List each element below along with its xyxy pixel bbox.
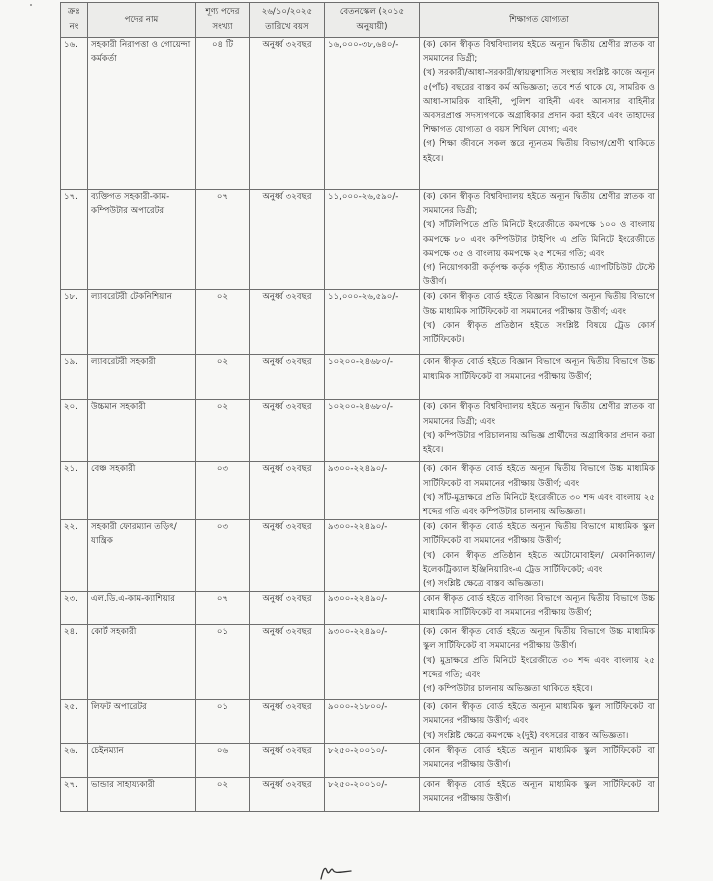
qualification xyxy=(420,290,659,355)
qualification-clause: (ক) কোন স্বীকৃত বোর্ড হইতে অন্যূন দ্বিতীয় বিভাগে উচ্চ মাধ্যমিক স্কুল সার্টিফিকেট বা সমমানের পরীক্ষায় উত্তীর্ণ। xyxy=(423,627,655,652)
vacancy-count: ০৬ xyxy=(196,743,250,777)
vacancy-count: ০১ xyxy=(196,625,250,700)
post-name: এল.ডি.এ-কাম-ক্যাশিয়ার xyxy=(88,592,196,625)
qualification xyxy=(420,777,659,811)
post-name: ব্যক্তিগত সহকারী-কাম-কম্পিউটার অপারেটর xyxy=(88,190,196,290)
post-name: ল্যাবরেটরী সহকারী xyxy=(88,355,196,400)
age-limit: অনুর্ধ্ব ৩২বছর xyxy=(250,38,325,190)
serial-number: ১৬. xyxy=(61,38,88,190)
qualification-clause: (খ) সরকারী/আধা-সরকারী/স্বায়ত্বশাসিত সংস্থায় সংশ্লিষ্ট কাজে অন্যূন ৫(পাঁচ) বছরের বাস্তব কর্ম অভিজ্ঞতা; তবে শর্ত থাকে যে, সামরিক ও আধা-সামরিক বাহিনী, পুলিশ বাহিনী এবং আনসার বাহিনীর অবসরপ্রাপ্ত সদস্যগণকে অগ্রাধিকার প্রদান করা হইবে এবং তাহাদের শিক্ষাগত যোগ্যতা ও বয়স শিথিল যোগ্য; এবং xyxy=(423,68,655,136)
pay-scale: ৯৩০০-২২৪৯০/- xyxy=(325,520,420,592)
vacancy-count: ০৩ xyxy=(196,462,250,520)
post-name: ল্যাবরেটরী টেকনিশিয়ান xyxy=(88,290,196,355)
vacancy-count: ০৭ xyxy=(196,190,250,290)
vacancy-count: ০৭ xyxy=(196,592,250,625)
qualification xyxy=(420,400,659,462)
serial-number: ২৪. xyxy=(61,625,88,700)
post-name: বেঞ্চ সহকারী xyxy=(88,462,196,520)
age-limit: অনুর্ধ্ব ৩২বছর xyxy=(250,190,325,290)
serial-number: ২৫. xyxy=(61,700,88,744)
qualification xyxy=(420,625,659,700)
table-row xyxy=(61,743,659,777)
pay-scale: ৯০০০-২১৮০০/- xyxy=(325,700,420,744)
qualification-clause: (ক) কোন স্বীকৃত বোর্ড হইতে বিজ্ঞান বিভাগে অন্যূন দ্বিতীয় বিভাগে উচ্চ মাধ্যমিক সার্টিফিকেট বা সমমানের পরীক্ষায় উত্তীর্ণ; এবং xyxy=(423,292,655,317)
qualification xyxy=(420,592,659,625)
table-row xyxy=(61,592,659,625)
qualification xyxy=(420,743,659,777)
qualification-clause: কোন স্বীকৃত বোর্ড হইতে বিজ্ঞান বিভাগে অন্যূন দ্বিতীয় বিভাগে উচ্চ মাধ্যমিক সার্টিফিকেট বা সমমানের পরীক্ষায় উত্তীর্ণ; xyxy=(423,357,655,382)
table-row xyxy=(61,462,659,520)
qualification-clause: (খ) সাঁট-মুদ্রাক্ষরে প্রতি মিনিটে ইংরেজীতে ৩০ শব্দ এবং বাংলায় ২৫ শব্দের গতি এবং কম্পিউটার চালনায় অভিজ্ঞতা। xyxy=(423,492,655,518)
signature xyxy=(318,862,354,881)
qualification-clause: (খ) সংশ্লিষ্ট ক্ষেত্রে কমপক্ষে ২(দুই) বৎসরের বাস্তব অভিজ্ঞতা। xyxy=(423,730,629,741)
table-row xyxy=(61,38,659,190)
qualification-clause: (খ) কোন স্বীকৃত প্রতিষ্ঠান হইতে সংশ্লিষ্ট বিষয়ে ট্রেড কোর্স সার্টিফিকেট। xyxy=(423,320,655,346)
table-row xyxy=(61,700,659,744)
qualification-clause: (ক) কোন স্বীকৃত বোর্ড হইতে অন্যূন দ্বিতীয় বিভাগে উচ্চ মাধ্যমিক সার্টিফিকেট বা সমমানের পরীক্ষায় উত্তীর্ণ; এবং xyxy=(423,464,655,489)
post-name: কোর্ট সহকারী xyxy=(88,625,196,700)
post-name: উচ্চমান সহকারী xyxy=(88,400,196,462)
pay-scale: ৯৩০০-২২৪৯০/- xyxy=(325,592,420,625)
job-vacancy-table xyxy=(60,2,659,812)
pay-scale: ১৬,০০০-৩৮,৬৪০/- xyxy=(325,38,420,190)
qualification xyxy=(420,38,659,190)
pay-scale: ১০২০০-২৪৬৮০/- xyxy=(325,355,420,400)
post-name: ভান্ডার সাহায্যকারী xyxy=(88,777,196,811)
age-limit: অনুর্ধ্ব ৩২বছর xyxy=(250,743,325,777)
scan-speck xyxy=(30,4,32,6)
qualification-clause: (ক) কোন স্বীকৃত বোর্ড হইতে অন্যূন মাধ্যমিক স্কুল সার্টিফিকেট বা সমমানের পরীক্ষায় উত্তীর্ণ; এবং xyxy=(423,702,655,727)
pay-scale: ১১,০০০-২৬,৫৯০/- xyxy=(325,290,420,355)
serial-number: ১৭. xyxy=(61,190,88,290)
vacancy-count: ০২ xyxy=(196,400,250,462)
post-name: লিফট অপারেটর xyxy=(88,700,196,744)
qualification-clause: কোন স্বীকৃত বোর্ড হইতে বাণিজ্য বিভাগে অন্যূন দ্বিতীয় বিভাগে উচ্চ মাধ্যমিক সার্টিফিকেট বা সমমানের পরীক্ষায় উত্তীর্ণ; xyxy=(423,594,655,619)
post-name: সহকারী ফোরম্যান তড়িৎ/যান্ত্রিক xyxy=(88,520,196,592)
pay-scale: ১১,০০০-২৬,৫৯০/- xyxy=(325,190,420,290)
qualification xyxy=(420,190,659,290)
header-serial: ক্রঃ নং xyxy=(61,3,88,38)
qualification-clause: (খ) কম্পিউটার পরিচালনায় অভিজ্ঞ প্রার্থীদের অগ্রাধিকার প্রদান করা হইবে। xyxy=(423,430,655,456)
age-limit: অনুর্ধ্ব ৩২বছর xyxy=(250,462,325,520)
qualification-clause: (ক) কোন স্বীকৃত বোর্ড হইতে অন্যূন দ্বিতীয় বিভাগে মাধ্যমিক স্কুল সার্টিফিকেট বা সমমানের পরীক্ষায় উত্তীর্ণ; xyxy=(423,522,655,547)
table-row xyxy=(61,520,659,592)
age-limit: অনুর্ধ্ব ৩২বছর xyxy=(250,290,325,355)
qualification-clause: (ক) কোন স্বীকৃত বিশ্ববিদ্যালয় হইতে অন্যূন দ্বিতীয় শ্রেণীর স্নাতক বা সমমানের ডিগ্রী; এবং xyxy=(423,402,655,427)
qualification xyxy=(420,700,659,744)
serial-number: ১৯. xyxy=(61,355,88,400)
qualification-clause: (ক) কোন স্বীকৃত বিশ্ববিদ্যালয় হইতে অন্যূন দ্বিতীয় শ্রেণীর স্নাতক বা সমমানের ডিগ্রী; xyxy=(423,192,655,217)
serial-number: ২১. xyxy=(61,462,88,520)
qualification-clause: (খ) সাঁটলিপিতে প্রতি মিনিটে ইংরেজীতে কমপক্ষে ১০০ ও বাংলায় কমপক্ষে ৮০ এবং কম্পিউটার টাইপিং এ প্রতি মিনিটে ইংরেজীতে কমপক্ষে ৩৫ ও বাংলায় কমপক্ষে ২৫ শব্দের গতি; এবং xyxy=(423,220,655,259)
table-row xyxy=(61,355,659,400)
serial-number: ১৮. xyxy=(61,290,88,355)
age-limit: অনুর্ধ্ব ৩২বছর xyxy=(250,592,325,625)
pay-scale: ৯৩০০-২২৪৯০/- xyxy=(325,625,420,700)
serial-number: ২৬. xyxy=(61,743,88,777)
qualification-clause: কোন স্বীকৃত বোর্ড হইতে অন্যূন মাধ্যমিক স্কুল সার্টিফিকেট বা সমমানের পরীক্ষায় উত্তীর্ণ। xyxy=(423,779,655,805)
vacancy-count: ০৩ xyxy=(196,520,250,592)
pay-scale: ৮২৫০-২০০১০/- xyxy=(325,743,420,777)
pay-scale: ৯৩০০-২২৪৯০/- xyxy=(325,462,420,520)
qualification-clause: (খ) মুদ্রাক্ষরে প্রতি মিনিটে ইংরেজীতে ৩০ শব্দ এবং বাংলায় ২৫ শব্দের গতি; এবং xyxy=(423,655,655,680)
table-header-row xyxy=(61,3,659,38)
age-limit: অনুর্ধ্ব ৩২বছর xyxy=(250,777,325,811)
serial-number: ২০. xyxy=(61,400,88,462)
age-limit: অনুর্ধ্ব ৩২বছর xyxy=(250,700,325,744)
header-age: ২৬/১০/২০২৫ তারিখে বয়স xyxy=(250,3,325,38)
vacancy-count: ০২ xyxy=(196,355,250,400)
qualification-clause: কোন স্বীকৃত বোর্ড হইতে অন্যূন মাধ্যমিক স্কুল সার্টিফিকেট বা সমমানের পরীক্ষায় উত্তীর্ণ। xyxy=(423,745,655,771)
vacancy-count: ০১ xyxy=(196,700,250,744)
serial-number: ২৭. xyxy=(61,777,88,811)
qualification-clause: (গ) সংশ্লিষ্ট ক্ষেত্রে বাস্তব অভিজ্ঞতা। xyxy=(423,579,544,590)
vacancy-count: ০৪ টি xyxy=(196,38,250,190)
qualification-clause: (খ) কোন স্বীকৃত প্রতিষ্ঠান হইতে অটোমোবাইল/ মেকানিক্যাল/ ইলেকট্রিক্যাল ইঞ্জিনিয়ারিং-এ ট্রেড সার্টিফিকেট; এবং xyxy=(423,550,655,575)
table-row xyxy=(61,290,659,355)
qualification-clause: (গ) কম্পিউটার চালনায় অভিজ্ঞতা থাকিতে হইবে। xyxy=(423,684,593,695)
table-row xyxy=(61,625,659,700)
vacancy-count: ০২ xyxy=(196,290,250,355)
header-pay-scale: বেতনস্কেল (২০১৫ অনুযায়ী) xyxy=(325,3,420,38)
pay-scale: ১০২০০-২৪৬৮০/- xyxy=(325,400,420,462)
qualification-clause: (গ) শিক্ষা জীবনে সকল স্তরে ন্যূনতম দ্বিতীয় বিভাগ/শ্রেণী থাকিতে হইবে। xyxy=(423,139,655,164)
age-limit: অনুর্ধ্ব ৩২বছর xyxy=(250,520,325,592)
qualification-clause: (ক) কোন স্বীকৃত বিশ্ববিদ্যালয় হইতে অন্যূন দ্বিতীয় শ্রেণীর স্নাতক বা সমমানের ডিগ্রী; xyxy=(423,40,655,65)
serial-number: ২২. xyxy=(61,520,88,592)
age-limit: অনুর্ধ্ব ৩২বছর xyxy=(250,355,325,400)
vacancy-count: ০২ xyxy=(196,777,250,811)
qualification xyxy=(420,462,659,520)
post-name: চেইনম্যান xyxy=(88,743,196,777)
header-vacancies: শূণ্য পদের সংখ্যা xyxy=(196,3,250,38)
pay-scale: ৮২৫০-২০০১০/- xyxy=(325,777,420,811)
age-limit: অনুর্ধ্ব ৩২বছর xyxy=(250,625,325,700)
table-row xyxy=(61,190,659,290)
header-post-name: পদের নাম xyxy=(88,3,196,38)
qualification xyxy=(420,520,659,592)
header-qualification: শিক্ষাগত যোগ্যতা xyxy=(420,3,659,38)
post-name: সহকারী নিরাপত্তা ও গোয়েন্দা কর্মকর্তা xyxy=(88,38,196,190)
qualification-clause: (গ) নিয়োগকারী কর্তৃপক্ষ কর্তৃক গৃহীত স্ট্যান্ডার্ড এ্যাপটিচিউট টেস্টে উত্তীর্ণ। xyxy=(423,263,655,288)
table-row xyxy=(61,777,659,811)
table-row xyxy=(61,400,659,462)
age-limit: অনুর্ধ্ব ৩২বছর xyxy=(250,400,325,462)
qualification xyxy=(420,355,659,400)
serial-number: ২৩. xyxy=(61,592,88,625)
